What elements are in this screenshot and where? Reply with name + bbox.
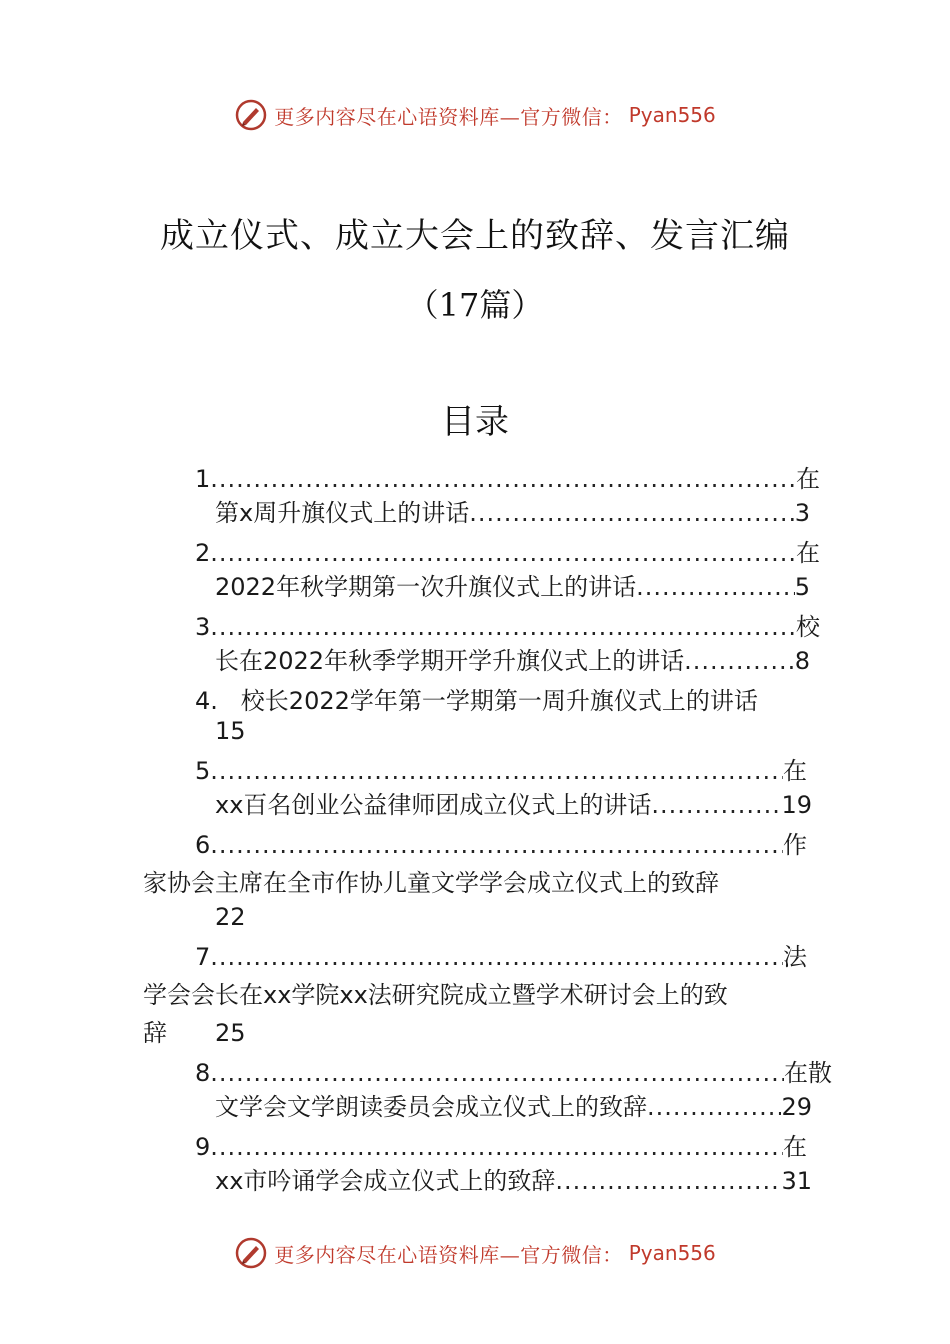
- toc-title: xx市吟诵学会成立仪式上的致辞: [215, 1167, 556, 1195]
- toc-page: 8: [794, 647, 810, 675]
- toc-number: 6: [195, 831, 211, 859]
- toc-leader: [684, 644, 795, 678]
- toc-entry-5-cont[interactable]: [215, 788, 812, 822]
- toc-entry-3-cont[interactable]: [215, 644, 810, 678]
- toc-leader: [636, 570, 795, 604]
- toc-entry-8[interactable]: [195, 1056, 832, 1090]
- toc-leader: [210, 754, 783, 788]
- toc-title-start: 法: [783, 943, 807, 971]
- toc-number: 8: [195, 1059, 211, 1087]
- toc-title-start: 在: [796, 465, 820, 493]
- toc-leader: [555, 1164, 781, 1198]
- toc-heading: 目录: [441, 402, 509, 442]
- toc-title: 学会会长在xx学院xx法研究院成立暨学术研讨会上的致: [143, 981, 728, 1009]
- header-banner: [0, 95, 950, 135]
- toc-page: 29: [781, 1093, 812, 1121]
- toc-title-start: 在散: [784, 1059, 832, 1087]
- toc-entry-5[interactable]: [195, 754, 807, 788]
- toc-number: 9: [195, 1133, 211, 1161]
- toc-entry-3[interactable]: [195, 610, 820, 644]
- toc-title-start: 在: [783, 1133, 807, 1161]
- toc-number: 7: [195, 943, 211, 971]
- toc-leader: [210, 940, 783, 974]
- toc-title: 校长2022学年第一学期第一周升旗仪式上的讲话: [240, 687, 758, 715]
- toc-title: 2022年秋学期第一次升旗仪式上的讲话: [215, 573, 637, 601]
- toc-page: 19: [781, 791, 812, 819]
- toc-page: 25: [215, 1019, 246, 1047]
- wechat-id: Pyan556: [628, 103, 716, 127]
- toc-leader: [210, 1056, 784, 1090]
- toc-leader: [210, 462, 796, 496]
- toc-leader: [210, 1130, 783, 1164]
- toc-entry-7[interactable]: [195, 940, 807, 974]
- toc-title: xx百名创业公益律师团成立仪式上的讲话: [215, 791, 652, 819]
- toc-number: 3: [195, 613, 211, 641]
- toc-leader: [210, 610, 796, 644]
- document-subtitle: （17篇）: [406, 286, 544, 324]
- pen-logo-icon: [234, 98, 268, 132]
- toc-entry-2[interactable]: [195, 536, 820, 570]
- pen-logo-icon: [234, 1236, 268, 1270]
- toc-page: 31: [781, 1167, 812, 1195]
- toc-title: 家协会主席在全市作协儿童文学学会成立仪式上的致辞: [143, 869, 719, 897]
- toc-title: 第x周升旗仪式上的讲话: [215, 499, 470, 527]
- toc-leader: [647, 1090, 781, 1124]
- toc-page: 3: [794, 499, 810, 527]
- toc-page: 5: [794, 573, 810, 601]
- toc-title-start: 在: [783, 757, 807, 785]
- toc-title-end: 辞: [143, 1019, 167, 1047]
- toc-leader: [210, 828, 783, 862]
- toc-number: 1: [195, 465, 211, 493]
- toc-page: 15: [215, 717, 246, 745]
- toc-entry-6[interactable]: [195, 828, 807, 862]
- toc-title-start: 在: [796, 539, 820, 567]
- toc-number: 2: [195, 539, 211, 567]
- toc-entry-2-cont[interactable]: [215, 570, 810, 604]
- toc-number: 4.: [195, 687, 218, 715]
- toc-title: 文学会文学朗读委员会成立仪式上的致辞: [215, 1093, 647, 1121]
- toc-leader: [651, 788, 781, 822]
- toc-entry-8-cont[interactable]: [215, 1090, 812, 1124]
- toc-entry-9-cont[interactable]: [215, 1164, 812, 1198]
- toc-page: 22: [215, 903, 246, 931]
- toc-title-start: 校: [796, 613, 820, 641]
- toc-number: 5: [195, 757, 211, 785]
- toc-title-start: 作: [783, 831, 807, 859]
- toc-leader: [210, 536, 796, 570]
- wechat-id: Pyan556: [628, 1241, 716, 1265]
- footer-banner: [0, 1233, 950, 1273]
- toc-entry-1-cont[interactable]: [215, 496, 810, 530]
- toc-entry-4[interactable]: [195, 684, 820, 718]
- banner-text: 更多内容尽在心语资料库—官方微信：: [274, 104, 623, 129]
- toc-entry-9[interactable]: [195, 1130, 807, 1164]
- toc-entry-1[interactable]: [195, 462, 820, 496]
- banner-text: 更多内容尽在心语资料库—官方微信：: [274, 1242, 623, 1267]
- toc-title: 长在2022年秋季学期开学升旗仪式上的讲话: [215, 647, 685, 675]
- document-title: 成立仪式、成立大会上的致辞、发言汇编: [160, 216, 790, 256]
- toc-leader: [469, 496, 795, 530]
